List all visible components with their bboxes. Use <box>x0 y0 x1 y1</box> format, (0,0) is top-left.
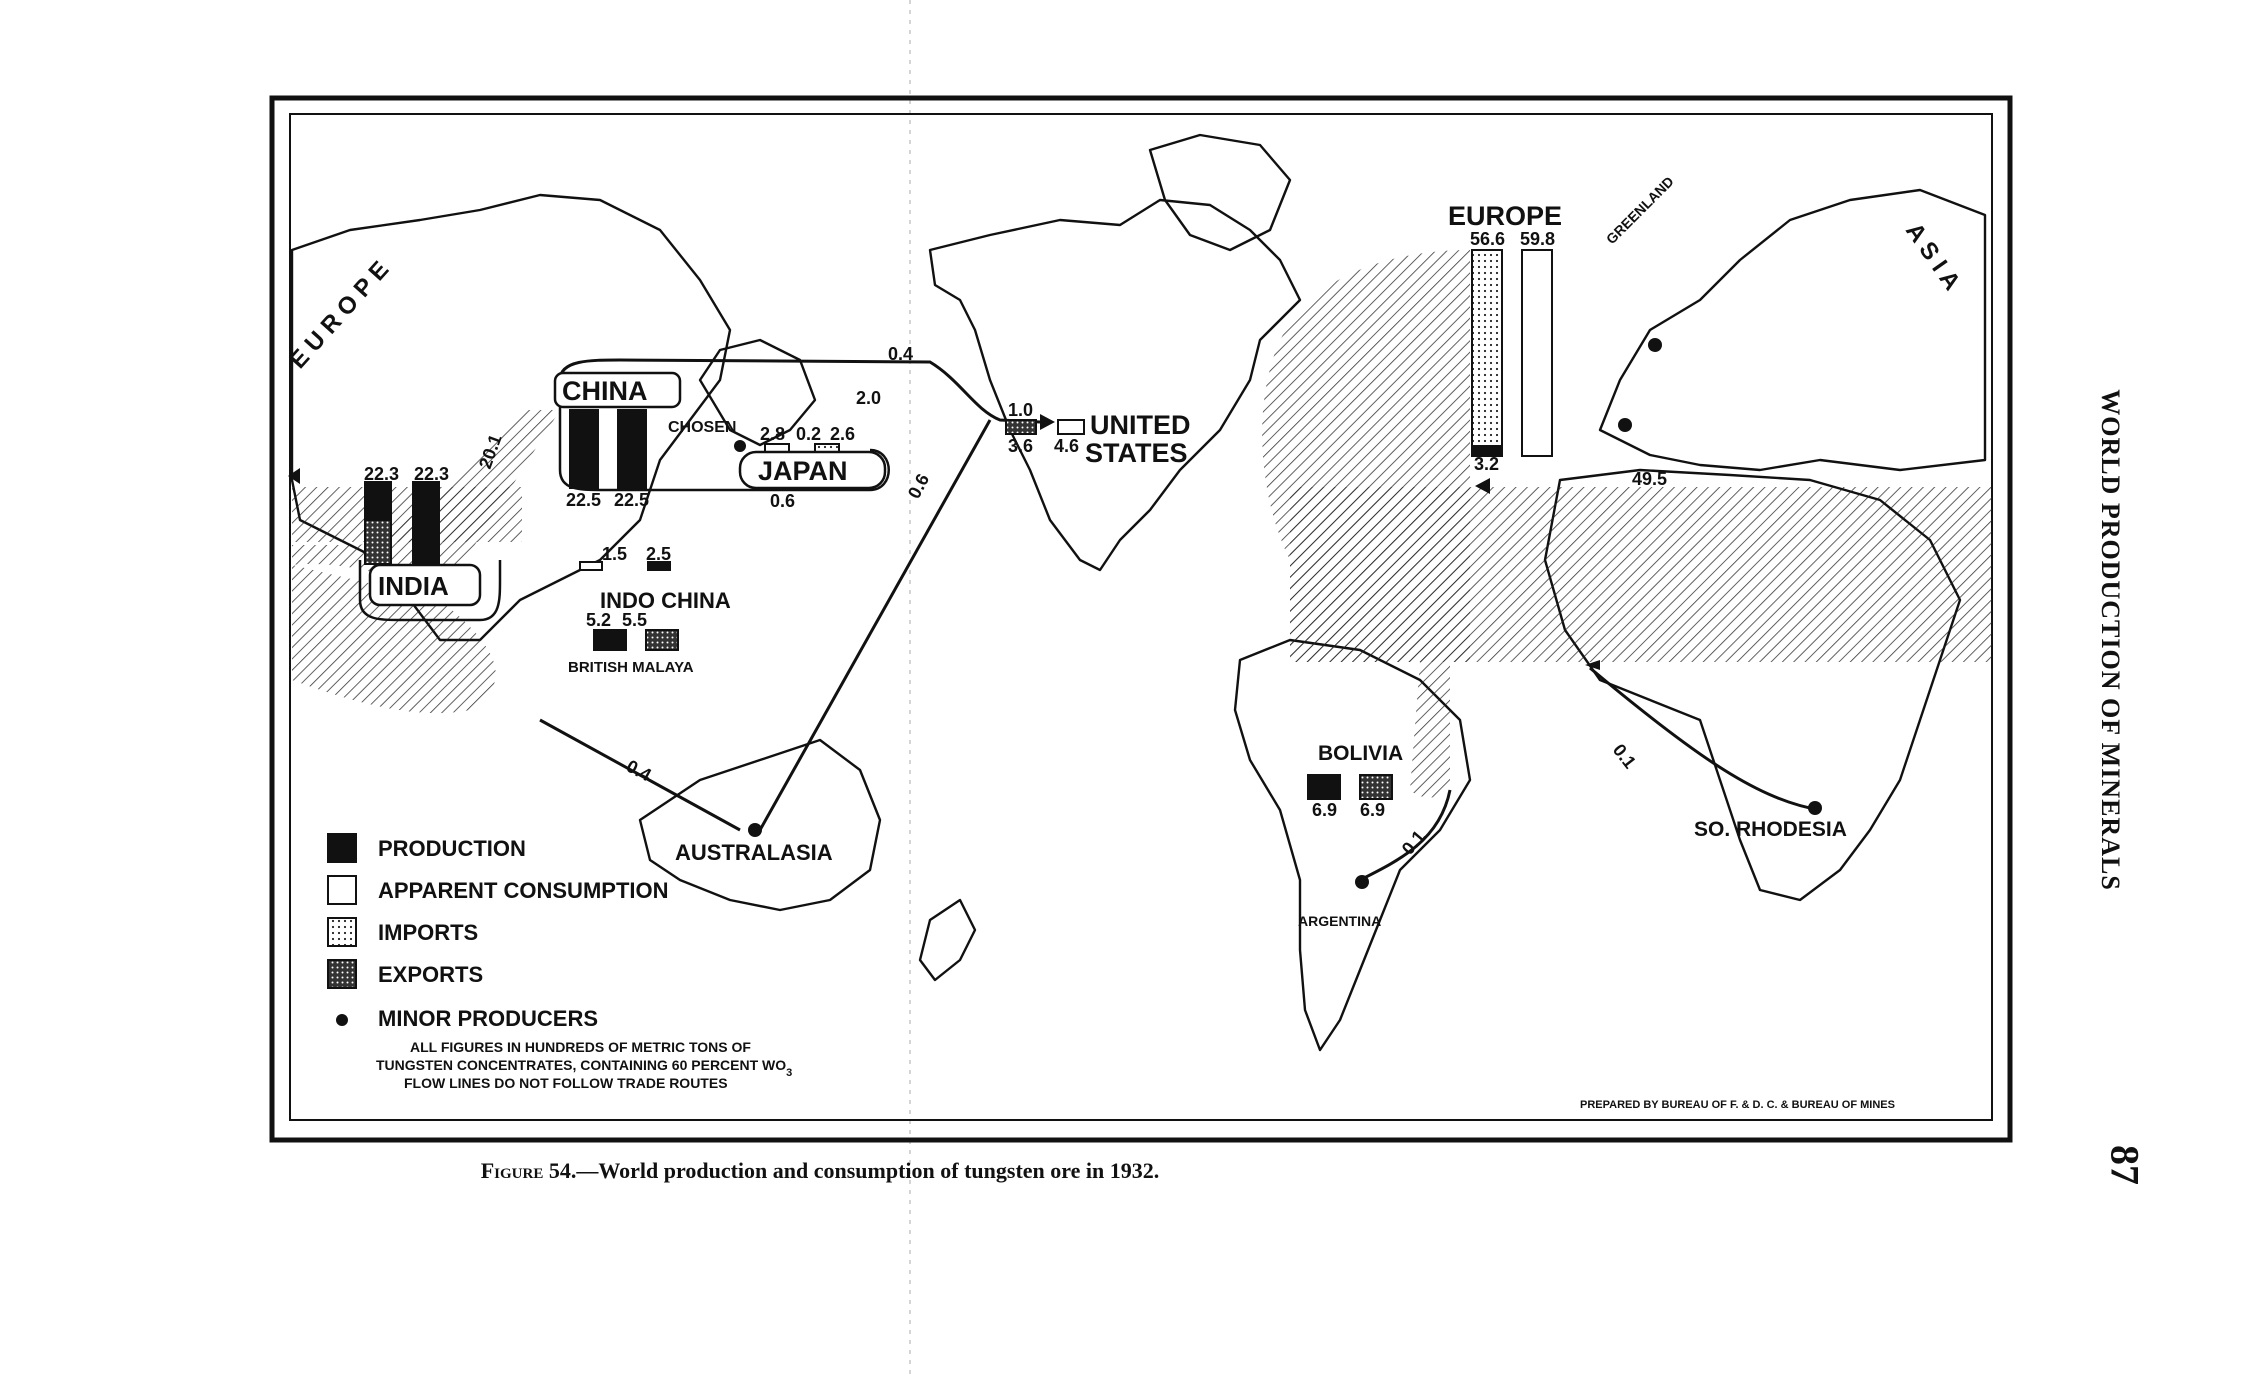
fig-flow-europe-band: 49.5 <box>1632 469 1668 489</box>
legend-label-exports: EXPORTS <box>378 962 484 987</box>
malaya-production-bar <box>594 630 626 650</box>
fig-flow-china-india: 20.1 <box>474 431 506 472</box>
north-america-outline <box>930 200 1300 570</box>
legend-note-line3: FLOW LINES DO NOT FOLLOW TRADE ROUTES <box>404 1075 728 1091</box>
legend-swatch-consumption <box>328 876 356 904</box>
page-number-text: 87 <box>2102 1145 2148 1185</box>
running-head <box>2080 360 2140 920</box>
legend-swatch-minor <box>336 1014 348 1026</box>
fig-flow-argentina: 0.1 <box>1397 826 1430 859</box>
fig-japan-c: 2.6 <box>830 424 856 444</box>
running-head-text: WORLD PRODUCTION OF MINERALS <box>2096 389 2125 891</box>
australia-outline <box>640 740 880 910</box>
europe-consumption-bar <box>1522 250 1552 456</box>
legend-label-production: PRODUCTION <box>378 836 526 861</box>
label-united: UNITED <box>1090 410 1191 440</box>
indochina-bar-a <box>580 562 602 570</box>
label-australasia: AUSTRALASIA <box>675 840 833 865</box>
fig-europe-imp: 56.6 <box>1470 229 1506 249</box>
label-japan: JAPAN <box>758 456 848 486</box>
fig-indochina-a: 1.5 <box>602 544 628 564</box>
fig-malaya-b: 5.5 <box>622 610 648 630</box>
fig-chosen-flow: 2.0 <box>856 388 882 408</box>
fig-india-cons: 22.3 <box>414 464 450 484</box>
europe-import-fan <box>1262 250 1470 662</box>
label-british-malaya: BRITISH MALAYA <box>568 659 694 676</box>
legend-swatch-exports <box>328 960 356 988</box>
europe-import-bar <box>1472 250 1502 446</box>
label-argentina: ARGENTINA <box>1298 913 1382 929</box>
fig-bolivia-exp: 6.9 <box>1360 800 1386 820</box>
fig-us-prod: 1.0 <box>1008 400 1034 420</box>
iberia-dot <box>1618 418 1632 432</box>
us-production-bar <box>1006 420 1036 434</box>
arrowhead-us <box>1040 414 1055 430</box>
argentina-dot <box>1355 875 1369 889</box>
legend-swatch-production <box>328 834 356 862</box>
malaya-export-bar <box>646 630 678 650</box>
fig-europe-prod: 3.2 <box>1474 454 1500 474</box>
india-consumption-bar <box>413 482 439 564</box>
japan-dot <box>734 440 746 452</box>
china-production-bar <box>570 410 598 488</box>
label-europe-west: E U R O P E <box>284 256 395 375</box>
label-greenland: GREENLAND <box>1602 173 1677 248</box>
bolivia-production-bar <box>1308 775 1340 799</box>
credit-line: PREPARED BY BUREAU OF F. & D. C. & BUREAU OF MINES <box>1580 1099 1895 1111</box>
legend-label-imports: IMPORTS <box>378 920 479 945</box>
label-so-rhodesia: SO. RHODESIA <box>1694 818 1847 841</box>
legend-label-minor: MINOR PRODUCERS <box>378 1006 599 1031</box>
figure-number: Figure 54. <box>480 1158 577 1183</box>
label-indo-china: INDO CHINA <box>600 588 731 613</box>
fig-us-cons: 4.6 <box>1054 436 1080 456</box>
fig-flow-japan-us: 0.6 <box>770 491 796 511</box>
legend-note-line2-text: TUNGSTEN CONCENTRATES, CONTAINING 60 PERCENT WO <box>376 1057 787 1073</box>
label-states: STATES <box>1085 438 1188 468</box>
label-bolivia: BOLIVIA <box>1318 742 1404 765</box>
fig-malaya-a: 5.2 <box>586 610 612 630</box>
fig-china-cons: 22.5 <box>614 490 650 510</box>
britain-dot <box>1648 338 1662 352</box>
fig-bolivia-prod: 6.9 <box>1312 800 1338 820</box>
new-zealand-outline <box>920 900 975 980</box>
australasia-dot <box>748 823 762 837</box>
fig-flow-asia-us: 0.4 <box>888 344 914 364</box>
us-consumption-bar <box>1058 420 1084 434</box>
bolivia-flow-band <box>1410 662 1450 798</box>
label-europe: EUROPE <box>1448 201 1563 231</box>
legend-swatch-imports <box>328 918 356 946</box>
china-consumption-bar <box>618 410 646 488</box>
fig-indochina-b: 2.5 <box>646 544 672 564</box>
bolivia-export-bar <box>1360 775 1392 799</box>
fig-china-prod: 22.5 <box>566 490 602 510</box>
fig-japan-b: 0.2 <box>796 424 822 444</box>
fig-europe-cons: 59.8 <box>1520 229 1556 249</box>
fig-flow-rhodesia: 0.1 <box>1608 740 1641 773</box>
fig-japan-a: 2.8 <box>760 424 786 444</box>
asia-west-outline <box>292 195 730 640</box>
greenland-outline <box>1150 135 1290 250</box>
figure-caption <box>0 1158 1640 1184</box>
label-asia: A S I A <box>1900 217 1966 296</box>
label-india: INDIA <box>378 571 449 601</box>
label-china: CHINA <box>562 376 648 406</box>
india-export-shade <box>365 520 391 564</box>
rhodesia-dot <box>1808 801 1822 815</box>
legend-note-subscript: 3 <box>786 1067 793 1079</box>
fig-flow-aus-india: 0.4 <box>623 755 655 786</box>
figure-caption-text: —World production and consumption of tungsten ore in 1932. <box>576 1158 1160 1183</box>
fig-us-exp: 3.6 <box>1008 436 1034 456</box>
label-chosen: CHOSEN <box>668 419 737 436</box>
fig-india-prod: 22.3 <box>364 464 400 484</box>
legend-note-line1: ALL FIGURES IN HUNDREDS OF METRIC TONS OF <box>410 1039 751 1055</box>
fig-flow-aus-us: 0.6 <box>903 470 934 502</box>
legend <box>328 834 792 1091</box>
page-number <box>2095 1130 2155 1200</box>
flow-bands <box>292 250 1992 798</box>
legend-label-consumption: APPARENT CONSUMPTION <box>378 878 669 903</box>
